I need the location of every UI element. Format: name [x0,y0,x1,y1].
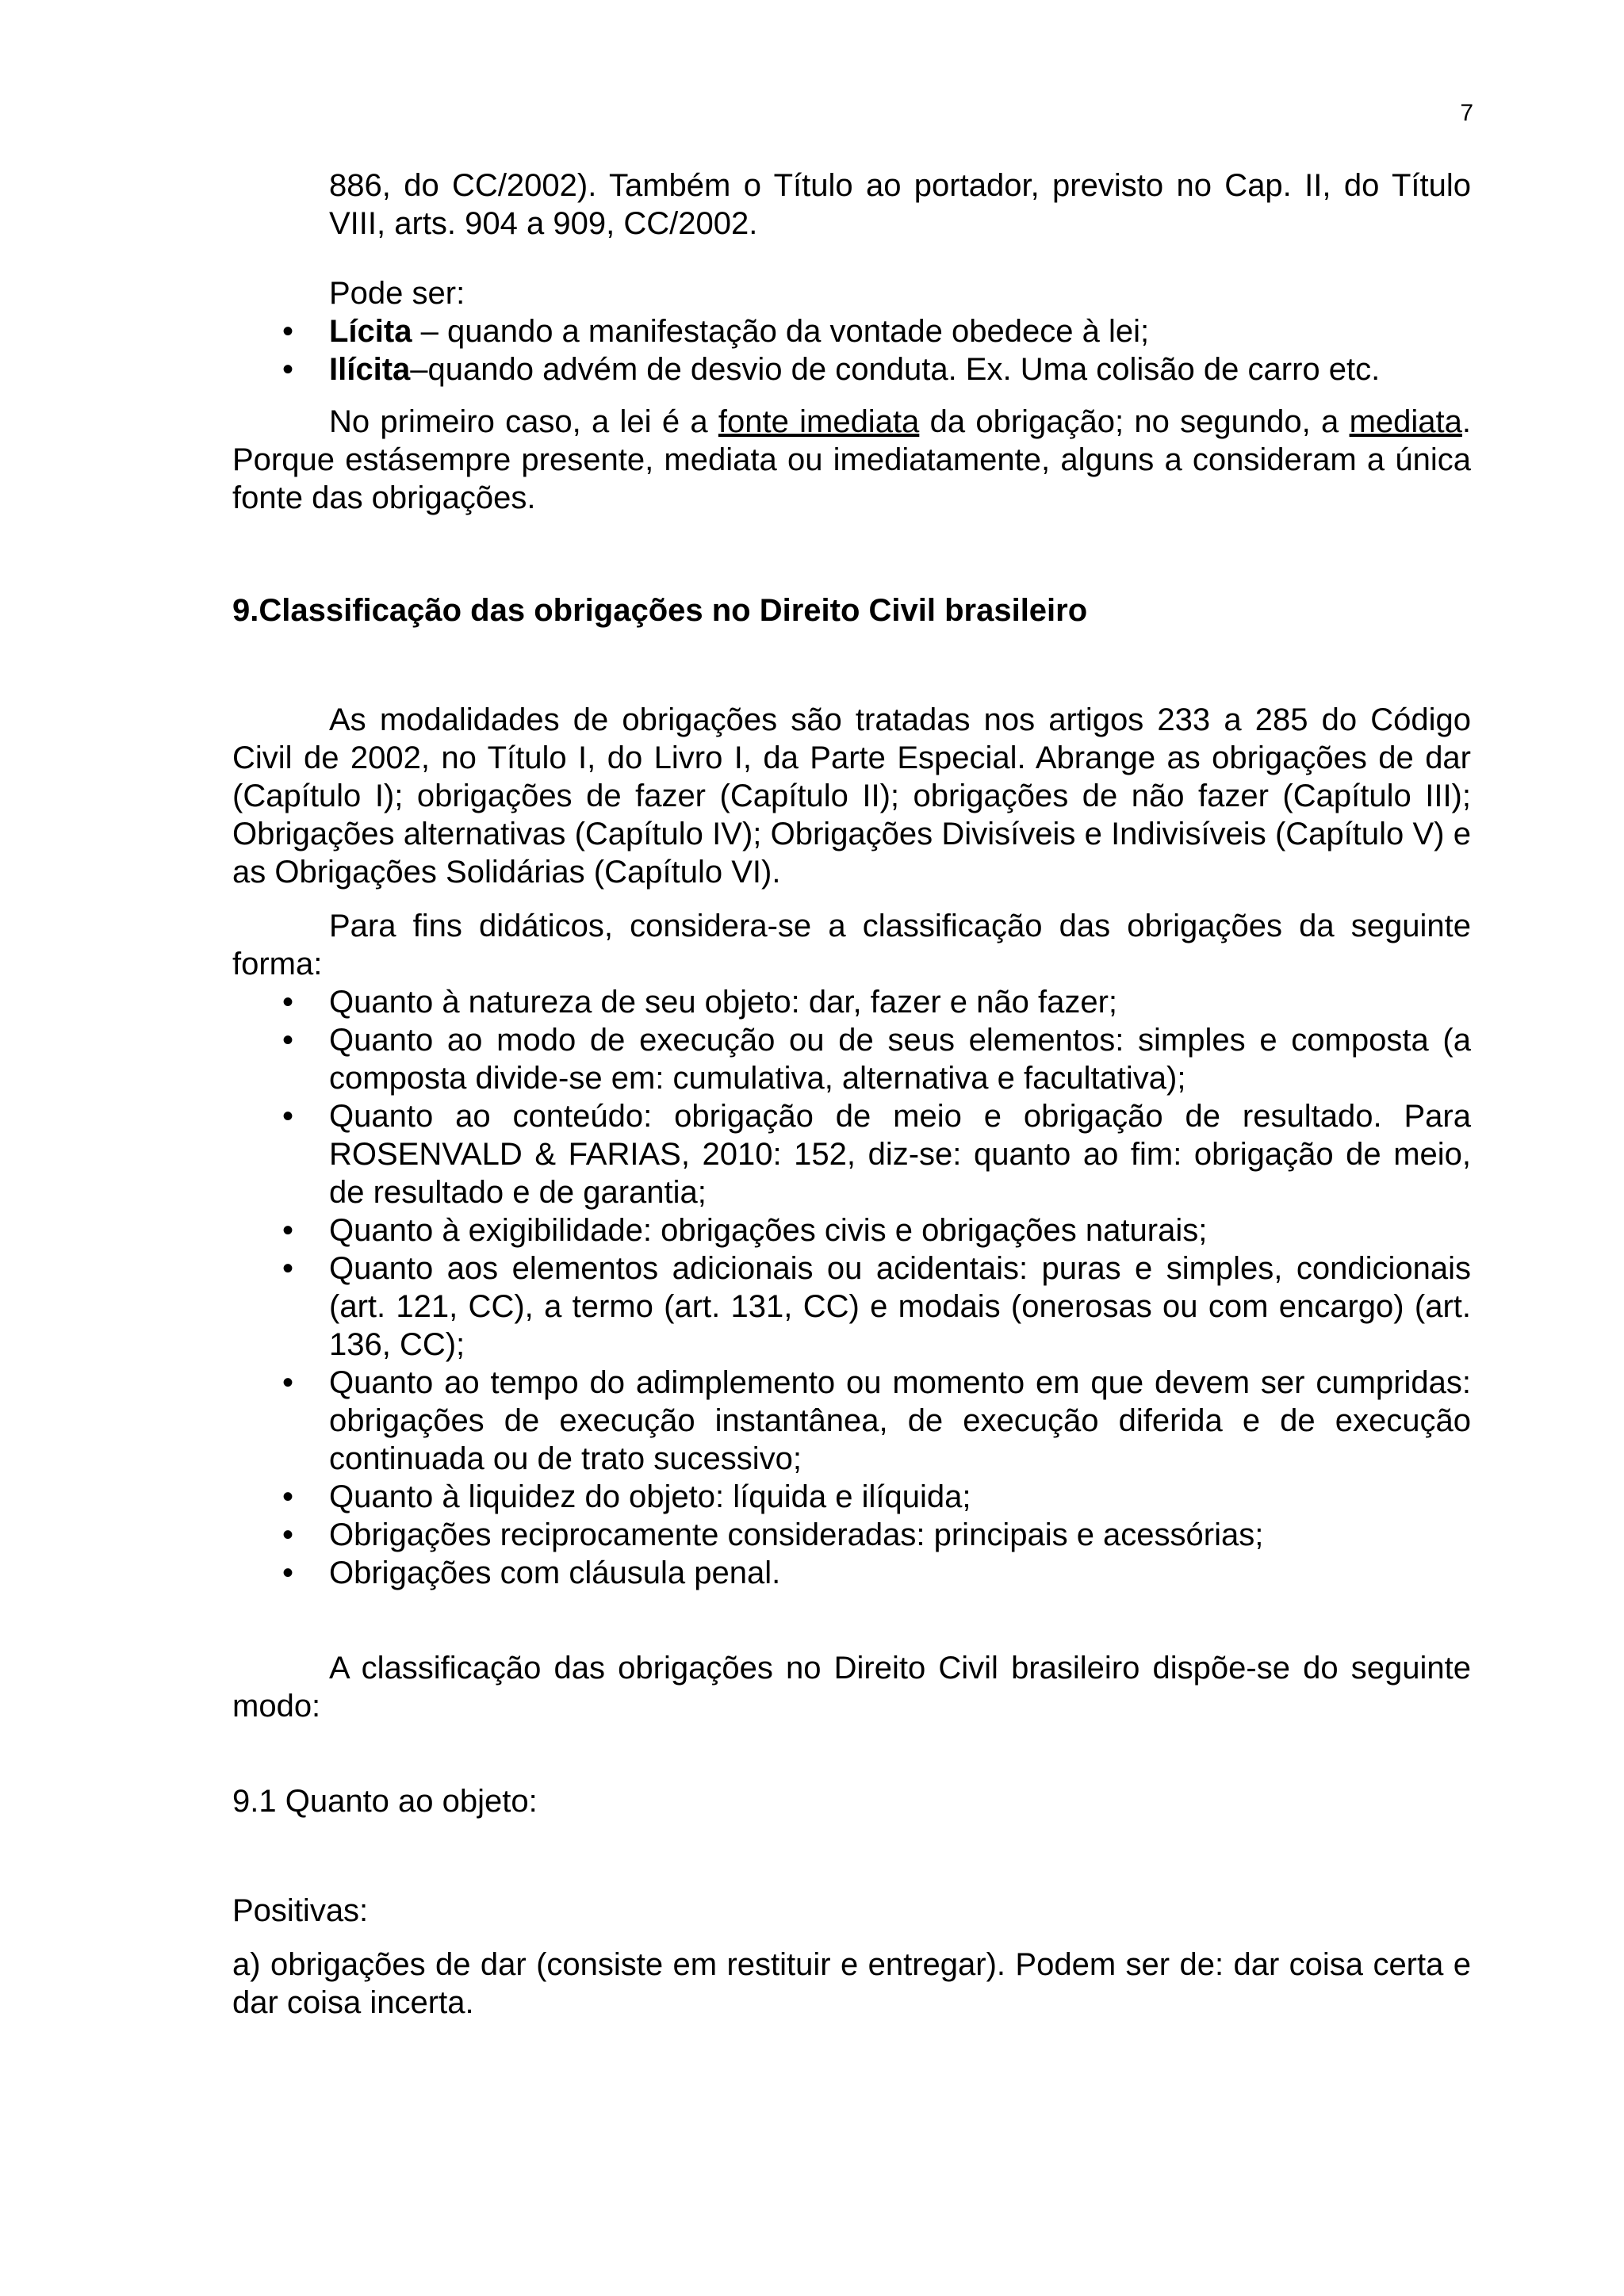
list-item-text: Quanto à exigibilidade: obrigações civis e obrigações naturais; [329,1213,1208,1248]
paragraph-pode-ser: Pode ser: [329,276,465,311]
paragraph-positivas: Positivas: [232,1893,369,1928]
list-licita-ilicita [232,312,1471,388]
section-heading-9: 9.Classificação das obrigações no Direito Civil brasileiro [232,593,1088,628]
list-item [232,1211,1471,1249]
list-item-text: Obrigações com cláusula penal. [329,1556,781,1590]
list-item [232,312,1471,350]
list-item-text: Quanto à liquidez do objeto: líquida e ilíquida; [329,1479,971,1514]
underlined-term: fonte imediata [718,404,920,439]
list-item [232,1249,1471,1364]
list-item [232,1364,1471,1478]
bullet-icon: • [282,1023,294,1058]
bullet-icon: • [282,352,294,387]
list-item-text: Quanto ao modo de execução ou de seus elementos: simples e composta (a composta divide-se em: cumulativa, alternativa e facultativa); [329,1023,1471,1096]
bullet-icon: • [282,1251,294,1286]
list-item-text: Quanto aos elementos adicionais ou acidentais: puras e simples, condicionais (art. 121, CC), a termo (art. 131, CC) e modais (onerosas ou com encargo) (art. 136, CC); [329,1251,1471,1362]
bullet-icon: • [282,314,294,349]
list-item [232,983,1471,1021]
bullet-icon: • [282,1099,294,1134]
paragraph-fonte [232,403,1471,517]
paragraph-fins-didaticos: Para fins didáticos, considera-se a classificação das obrigações da seguinte forma: [232,909,1471,982]
text-span: . Porque estásempre presente, mediata ou imediatamente, alguns a consideram a única fonte das obrigações. [232,404,1471,515]
list-item-text: –quando advém de desvio de conduta. Ex. Uma colisão de carro etc. [410,352,1381,387]
subsection-heading-9-1: 9.1 Quanto ao objeto: [232,1784,538,1819]
list-item [232,1516,1471,1554]
list-item [232,1097,1471,1211]
list-item-text: Obrigações reciprocamente consideradas: principais e acessórias; [329,1517,1264,1552]
list-item-term: Ilícita [329,352,411,387]
text-span: da obrigação; no segundo, a [919,404,1350,439]
list-item-text: – quando a manifestação da vontade obedece à lei; [412,314,1150,349]
list-item-text: Quanto ao tempo do adimplemento ou momento em que devem ser cumpridas: obrigações de execução instantânea, de execução diferida e de execução continuada ou de trato sucessivo; [329,1365,1471,1476]
list-item [232,350,1471,388]
bullet-icon: • [282,1213,294,1248]
bullet-icon: • [282,1556,294,1590]
list-classificacao [232,983,1471,1592]
paragraph-continuation: 886, do CC/2002). Também o Título ao portador, previsto no Cap. II, do Título VIII, arts. 904 a 909, CC/2002. [329,168,1471,241]
list-item-text: Quanto à natureza de seu objeto: dar, fazer e não fazer; [329,985,1118,1020]
bullet-icon: • [282,1479,294,1514]
text-span: No primeiro caso, a lei é a [329,404,718,439]
list-item [232,1478,1471,1516]
list-item [232,1021,1471,1097]
page-number: 7 [1460,100,1473,126]
bullet-icon: • [282,985,294,1020]
paragraph-modalidades: As modalidades de obrigações são tratadas nos artigos 233 a 285 do Código Civil de 2002, no Título I, do Livro I, da Parte Especial. Abrange as obrigações de dar (Capítulo I); obrigações de fazer (Capítulo II); obrigações de não fazer (Capítulo III); Obrigações alternativas (Capítulo IV); Obrigações Divisíveis e Indivisíveis (Capítulo V) e as Obrigações Solidárias (Capítulo VI). [232,702,1471,890]
list-item-text: Quanto ao conteúdo: obrigação de meio e obrigação de resultado. Para ROSENVALD & FARIAS, 2010: 152, diz-se: quanto ao fim: obrigação de meio, de resultado e de garantia; [329,1099,1471,1210]
paragraph-classificacao-modo: A classificação das obrigações no Direito Civil brasileiro dispõe-se do seguinte modo: [232,1651,1471,1724]
list-item [232,1554,1471,1592]
paragraph-obrigacoes-dar: a) obrigações de dar (consiste em restituir e entregar). Podem ser de: dar coisa certa e dar coisa incerta. [232,1947,1471,2020]
underlined-term: mediata [1349,404,1462,439]
bullet-icon: • [282,1365,294,1400]
list-item-term: Lícita [329,314,412,349]
page-content [232,166,1471,2022]
bullet-icon: • [282,1517,294,1552]
